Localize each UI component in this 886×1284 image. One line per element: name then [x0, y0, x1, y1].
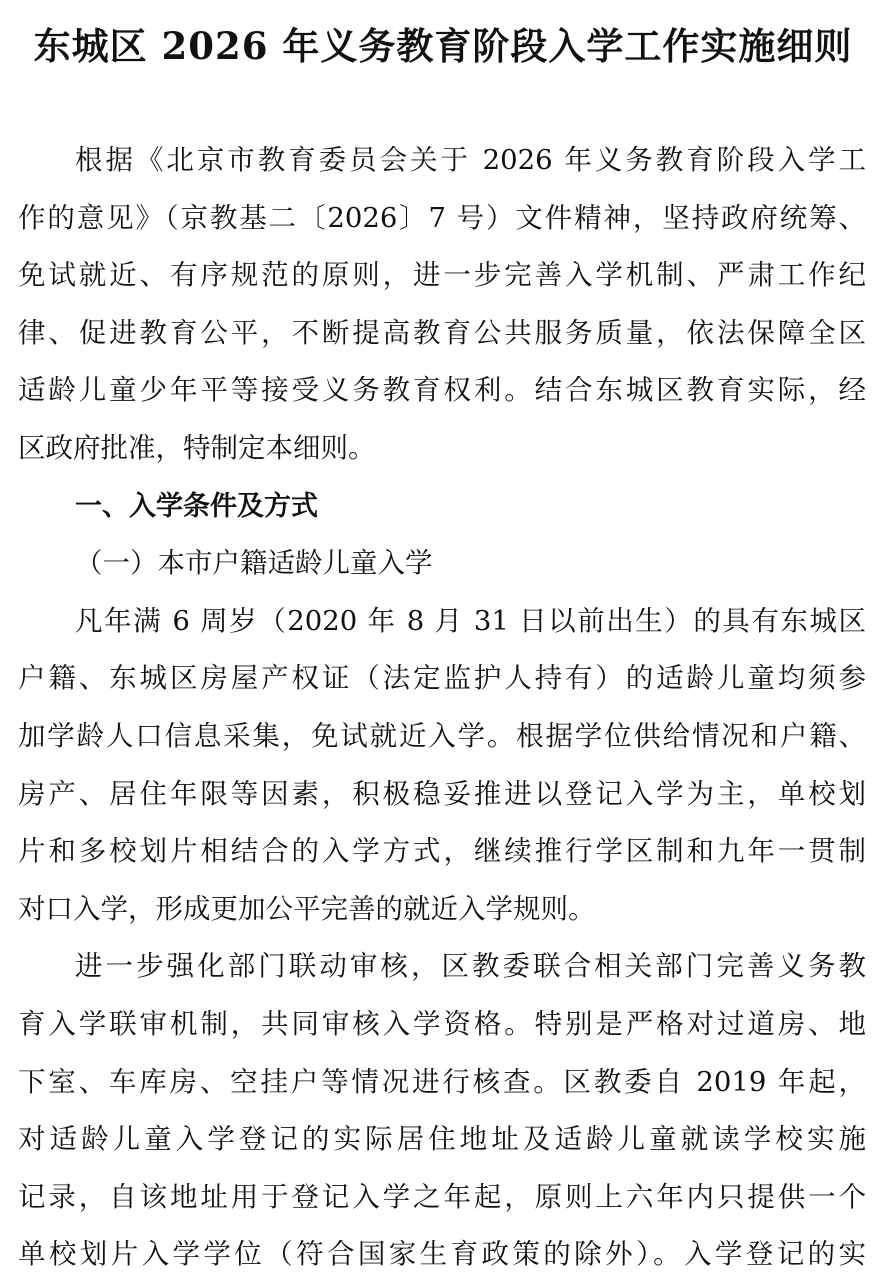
- text-line: 免试就近、有序规范的原则，进一步完善入学机制、严肃工作纪: [18, 259, 866, 292]
- text-line: 记录，自该地址用于登记入学之年起，原则上六年内只提供一个: [18, 1180, 866, 1213]
- paragraph-1: [18, 593, 866, 939]
- text-line: 户籍、东城区房屋产权证（法定监护人持有）的适龄儿童均须参: [18, 662, 866, 695]
- text-line: 片和多校划片相结合的入学方式，继续推行学区制和九年一贯制: [18, 835, 866, 868]
- text-line: 律、促进教育公平，不断提高教育公共服务质量，依法保障全区: [18, 316, 866, 349]
- text-line: 凡年满 6 周岁（2020 年 8 月 31 日以前出生）的具有东城区: [75, 604, 866, 637]
- text-line: 下室、车库房、空挂户等情况进行核查。区教委自 2019 年起，: [18, 1065, 866, 1098]
- document-title: 东城区 2026 年义务教育阶段入学工作实施细则: [33, 24, 853, 68]
- text-line: 加学龄人口信息采集，免试就近入学。根据学位供给情况和户籍、: [18, 719, 866, 752]
- text-line: 房产、居住年限等因素，积极稳妥推进以登记入学为主，单校划: [18, 777, 866, 810]
- text-line: 育入学联审机制，共同审核入学资格。特别是严格对过道房、地: [18, 1007, 866, 1040]
- text-line: 单校划片入学学位（符合国家生育政策的除外）。入学登记的实: [18, 1238, 866, 1271]
- text-line: 作的意见》（京教基二〔2026〕7 号）文件精神，坚持政府统筹、: [18, 201, 866, 234]
- intro-paragraph: [18, 132, 866, 478]
- text-line: 进一步强化部门联动审核，区教委联合相关部门完善义务教: [75, 950, 866, 983]
- text-line: 适龄儿童少年平等接受义务教育权利。结合东城区教育实际，经: [18, 374, 866, 407]
- paragraph-2: [18, 938, 866, 1284]
- document-body: [18, 132, 866, 1284]
- text-line: 对口入学，形成更加公平完善的就近入学规则。: [18, 892, 596, 925]
- text-line: 对适龄儿童入学登记的实际居住地址及适龄儿童就读学校实施: [18, 1123, 866, 1156]
- text-line: 根据《北京市教育委员会关于 2026 年义务教育阶段入学工: [75, 144, 866, 176]
- subsection-heading: （一）本市户籍适龄儿童入学: [75, 547, 433, 580]
- section-heading: 一、入学条件及方式: [75, 490, 318, 522]
- text-line: 区政府批准，特制定本细则。: [18, 431, 376, 464]
